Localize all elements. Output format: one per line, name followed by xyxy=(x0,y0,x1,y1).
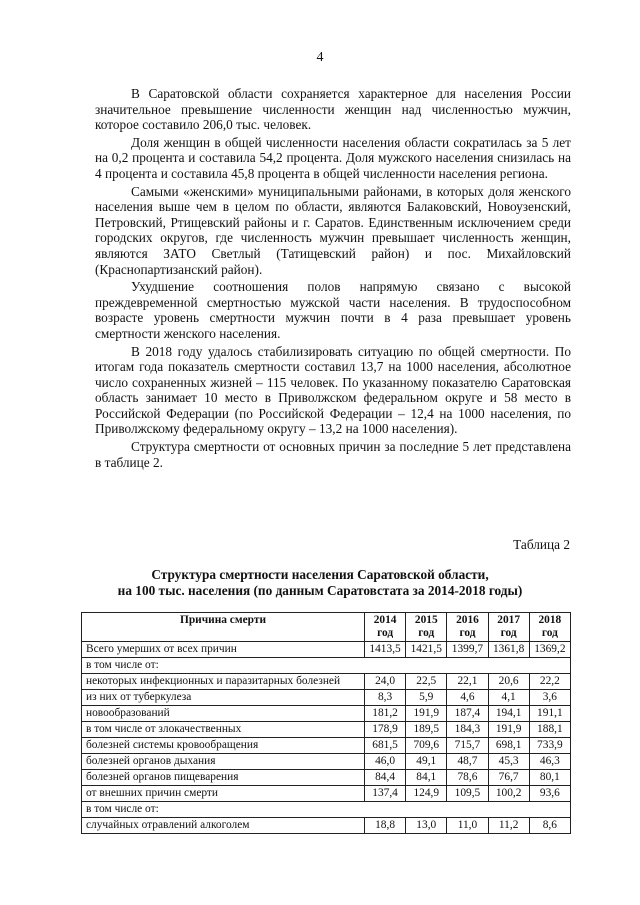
cell-value: 22,5 xyxy=(406,674,447,690)
cell-value: 181,2 xyxy=(364,706,405,722)
cell-value: 24,0 xyxy=(364,674,405,690)
cell-value: 178,9 xyxy=(364,722,405,738)
paragraph: Ухудшение соотношения полов напрямую связано с высокой преждевременной смертностью мужской части населения. В трудоспособном возрасте уровень смертности мужчин почти в 4 раза превышает уровень смертности женского населения. xyxy=(95,279,571,341)
cell-value: 18,8 xyxy=(364,818,405,834)
table-header-row xyxy=(82,613,571,642)
row-label: Всего умерших от всех причин xyxy=(82,642,365,658)
cell-value: 189,5 xyxy=(406,722,447,738)
cell-value: 45,3 xyxy=(488,754,529,770)
cell-value: 137,4 xyxy=(364,786,405,802)
cell-value: 84,1 xyxy=(406,770,447,786)
row-label: болезней системы кровообращения xyxy=(82,738,365,754)
cell-value: 187,4 xyxy=(447,706,488,722)
cell-value: 4,6 xyxy=(447,690,488,706)
row-label: от внешних причин смерти xyxy=(82,786,365,802)
table-row xyxy=(82,658,571,674)
page-number: 4 xyxy=(316,50,324,65)
header-year: 2016 год xyxy=(447,613,488,642)
cell-value: 8,3 xyxy=(364,690,405,706)
paragraph: Доля женщин в общей численности населения области сократилась за 5 лет на 0,2 процента и составила 54,2 процента. Доля мужского населения снизилась на 4 процента и составила 45,8 процента в общей численности населения региона. xyxy=(95,134,571,181)
cell-value: 48,7 xyxy=(447,754,488,770)
table-row xyxy=(82,770,571,786)
table-row xyxy=(82,706,571,722)
table-row xyxy=(82,818,571,834)
cell-value: 124,9 xyxy=(406,786,447,802)
cell-value: 93,6 xyxy=(529,786,570,802)
body-text xyxy=(95,86,571,472)
row-label: из них от туберкулеза xyxy=(82,690,365,706)
cell-value: 191,9 xyxy=(406,706,447,722)
cell-value: 3,6 xyxy=(529,690,570,706)
cell-value: 715,7 xyxy=(447,738,488,754)
paragraph: Структура смертности от основных причин за последние 5 лет представлена в таблице 2. xyxy=(95,439,571,470)
cell-value: 1399,7 xyxy=(447,642,488,658)
cell-value: 191,1 xyxy=(529,706,570,722)
table-row xyxy=(82,722,571,738)
table-label: Таблица 2 xyxy=(513,537,570,552)
row-label: болезней органов дыхания xyxy=(82,754,365,770)
cell-value: 8,6 xyxy=(529,818,570,834)
row-subheading: в том числе от: xyxy=(82,658,571,674)
cell-value: 22,2 xyxy=(529,674,570,690)
cell-value: 22,1 xyxy=(447,674,488,690)
cell-value: 698,1 xyxy=(488,738,529,754)
cell-value: 49,1 xyxy=(406,754,447,770)
cell-value: 184,3 xyxy=(447,722,488,738)
header-year: 2017 год xyxy=(488,613,529,642)
paragraph: В 2018 году удалось стабилизировать ситуацию по общей смертности. По итогам года показатель смертности составил 13,7 на 1000 населения, абсолютное число сохраненных жизней – 115 человек. По указанному показателю Саратовская область занимает 10 место в Приволжском федеральном округе и 58 место в Российской Федерации (по Российской Федерации – 12,4 на 1000 населения, по Приволжскому федеральному округу – 13,2 на 1000 населения). xyxy=(95,343,571,437)
table-title-line: Структура смертности населения Саратовской области, xyxy=(151,567,489,582)
cell-value: 80,1 xyxy=(529,770,570,786)
cell-value: 46,3 xyxy=(529,754,570,770)
table-row xyxy=(82,642,571,658)
table-row xyxy=(82,786,571,802)
cell-value: 46,0 xyxy=(364,754,405,770)
header-year: 2018 год xyxy=(529,613,570,642)
cell-value: 681,5 xyxy=(364,738,405,754)
row-label: случайных отравлений алкоголем xyxy=(82,818,365,834)
row-label: некоторых инфекционных и паразитарных болезней xyxy=(82,674,365,690)
cell-value: 13,0 xyxy=(406,818,447,834)
cell-value: 5,9 xyxy=(406,690,447,706)
cell-value: 100,2 xyxy=(488,786,529,802)
row-label: болезней органов пищеварения xyxy=(82,770,365,786)
cell-value: 11,2 xyxy=(488,818,529,834)
cell-value: 191,9 xyxy=(488,722,529,738)
header-year: 2014 год xyxy=(364,613,405,642)
table-row xyxy=(82,802,571,818)
cell-value: 109,5 xyxy=(447,786,488,802)
cell-value: 1413,5 xyxy=(364,642,405,658)
cell-value: 84,4 xyxy=(364,770,405,786)
row-label: новообразований xyxy=(82,706,365,722)
cell-value: 11,0 xyxy=(447,818,488,834)
cell-value: 76,7 xyxy=(488,770,529,786)
cell-value: 20,6 xyxy=(488,674,529,690)
row-subheading: в том числе от: xyxy=(82,802,571,818)
cell-value: 733,9 xyxy=(529,738,570,754)
cell-value: 1361,8 xyxy=(488,642,529,658)
cell-value: 78,6 xyxy=(447,770,488,786)
table-title xyxy=(60,567,580,599)
table-row xyxy=(82,738,571,754)
cell-value: 4,1 xyxy=(488,690,529,706)
cell-value: 194,1 xyxy=(488,706,529,722)
cell-value: 1369,2 xyxy=(529,642,570,658)
table-row xyxy=(82,690,571,706)
paragraph: Самыми «женскими» муниципальными районами, в которых доля женского населения выше чем в целом по области, являются Балаковский, Новоузенский, Петровский, Ртищевский районы и г. Саратов. Единственным исключением среди городских округов, где численность мужчин превышает численность женщин, являются ЗАТО Светлый (Татищевский район) и пос. Михайловский (Краснопартизанский район). xyxy=(95,183,571,277)
table-row xyxy=(82,754,571,770)
mortality-table xyxy=(81,612,571,834)
cell-value: 188,1 xyxy=(529,722,570,738)
header-cause: Причина смерти xyxy=(82,613,365,642)
cell-value: 709,6 xyxy=(406,738,447,754)
row-label: в том числе от злокачественных xyxy=(82,722,365,738)
paragraph: В Саратовской области сохраняется характерное для населения России значительное превышение численности женщин над численностью мужчин, которое составило 206,0 тыс. человек. xyxy=(95,86,571,133)
cell-value: 1421,5 xyxy=(406,642,447,658)
header-year: 2015 год xyxy=(406,613,447,642)
table-title-line: на 100 тыс. населения (по данным Саратовстата за 2014-2018 годы) xyxy=(117,583,523,598)
table-row xyxy=(82,674,571,690)
